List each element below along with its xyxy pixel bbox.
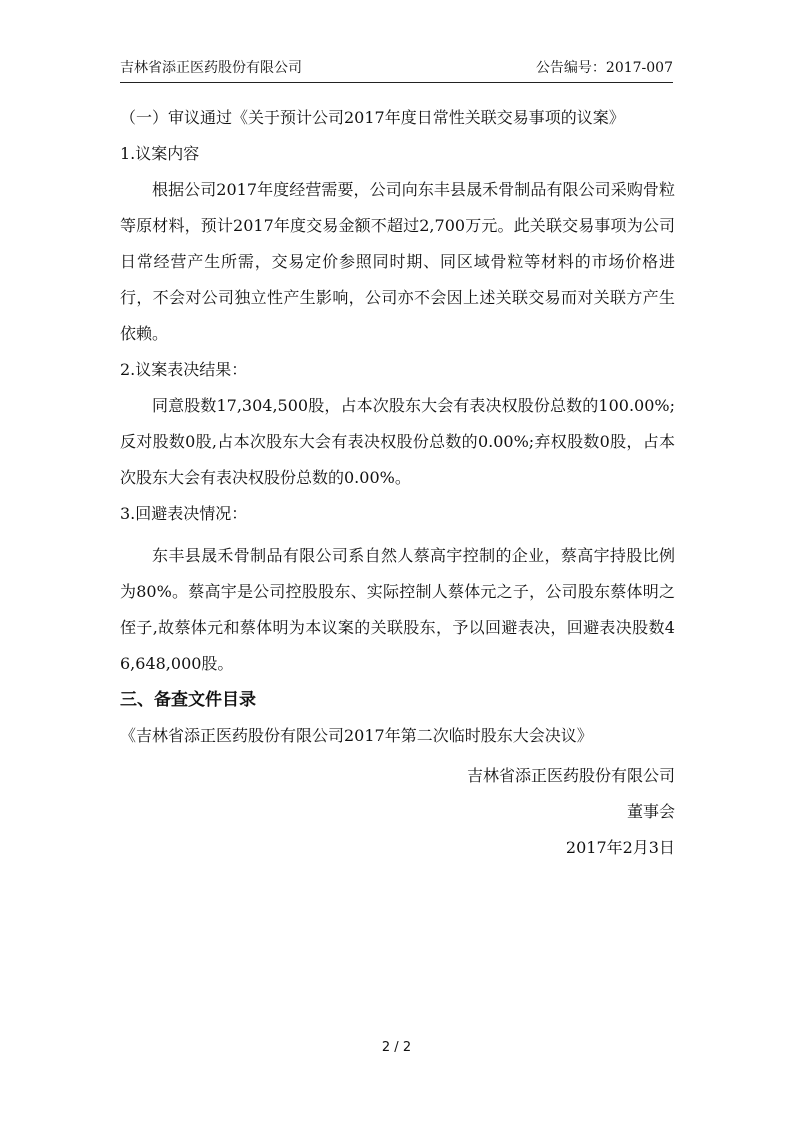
page-number: 2 / 2 [381, 1040, 412, 1055]
header-company-name: 吉林省添正医药股份有限公司 [120, 60, 302, 76]
signature-board: 董事会 [626, 802, 675, 821]
document-body [120, 100, 675, 866]
item2-body: 同意股数17,304,500股，占本次股东大会有表决权股份总数的100.00%;反对股数0股,占本次股东大会有表决权股份总数的0.00%;弃权股数0股，占本次股东大会有表决权股份总数的0.00%。 [120, 396, 675, 487]
item1-heading: 1.议案内容 [120, 144, 200, 163]
signature-date: 2017年2月3日 [565, 838, 675, 857]
page-header [120, 58, 673, 82]
item1-body: 根据公司2017年度经营需要，公司向东丰县晟禾骨制品有限公司采购骨粒等原材料，预计2017年度交易金额不超过2,700万元。此关联交易事项为公司日常经营产生所需，交易定价参照同时期、同区域骨粒等材料的市场价格进行，不会对公司独立性产生影响，公司亦不会因上述关联交易而对关联方产生依赖。 [120, 180, 675, 343]
motion-title: （一）审议通过《关于预计公司2017年度日常性关联交易事项的议案》 [120, 108, 625, 127]
item3-heading: 3.回避表决情况： [120, 504, 248, 523]
signature-company: 吉林省添正医药股份有限公司 [466, 766, 675, 785]
header-divider [120, 82, 673, 83]
header-announcement-number: 公告编号：2017-007 [535, 60, 673, 76]
item2-heading: 2.议案表决结果： [120, 360, 248, 379]
item3-body: 东丰县晟禾骨制品有限公司系自然人蔡高宇控制的企业，蔡高宇持股比例为80%。蔡高宇是公司控股股东、实际控制人蔡体元之子，公司股东蔡体明之侄子,故蔡体元和蔡体明为本议案的关联股东，予以回避表决，回避表决股数46,648,000股。 [120, 546, 675, 673]
reference-document: 《吉林省添正医药股份有限公司2017年第二次临时股东大会决议》 [120, 726, 593, 745]
section3-title: 三、备查文件目录 [120, 690, 256, 710]
